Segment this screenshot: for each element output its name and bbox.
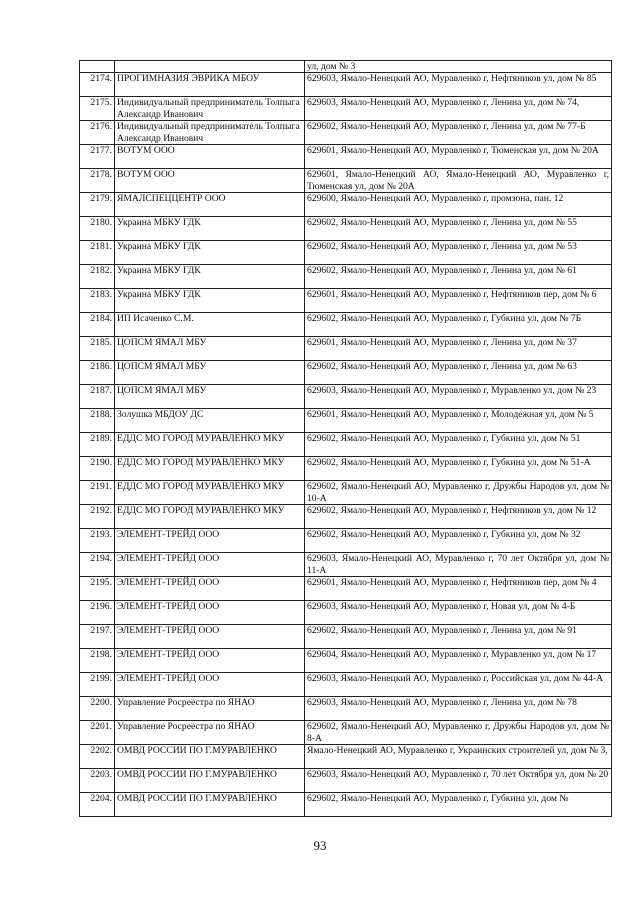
row-number-cell: 2183. — [80, 289, 115, 313]
organization-name-cell: ЕДДС МО ГОРОД МУРАВЛЕНКО МКУ — [115, 457, 305, 481]
organization-name-cell: Индивидуальный предприниматель Толпыга Александр Иванович — [115, 121, 305, 145]
address-cell: 629601, Ямало-Ненецкий АО, Муравленко г, Тюменская ул, дом № 20А — [305, 145, 612, 169]
organization-name-cell: ЭЛЕМЕНТ-ТРЕЙД ООО — [115, 673, 305, 697]
table-row — [80, 697, 612, 721]
address-cell: 629602, Ямало-Ненецкий АО, Муравленко г, Ленина ул, дом № 61 — [305, 265, 612, 289]
organization-name-cell: Управление Росреестра по ЯНАО — [115, 697, 305, 721]
organization-name-cell: ЦОПСМ ЯМАЛ МБУ — [115, 337, 305, 361]
address-cell: 629604, Ямало-Ненецкий АО, Муравленко г, Муравленко ул, дом № 17 — [305, 649, 612, 673]
address-cell: 629602, Ямало-Ненецкий АО, Муравленко г, Нефтяников ул, дом № 12 — [305, 505, 612, 529]
address-cell: Ямало-Ненецкий АО, Муравленко г, Украинских строителей ул, дом № 3, — [305, 745, 612, 769]
row-number-cell: 2200. — [80, 697, 115, 721]
table-row — [80, 385, 612, 409]
address-cell: 629603, Ямало-Ненецкий АО, Муравленко г, Нефтяников ул, дом № 85 — [305, 73, 612, 97]
row-number-cell: 2196. — [80, 601, 115, 625]
table-row — [80, 145, 612, 169]
address-cell: 629602, Ямало-Ненецкий АО, Муравленко г, Ленина ул, дом № 53 — [305, 241, 612, 265]
address-cell: 629602, Ямало-Ненецкий АО, Муравленко г, Ленина ул, дом № 77-Б — [305, 121, 612, 145]
table-row — [80, 337, 612, 361]
address-cell: 629602, Ямало-Ненецкий АО, Муравленко г, Ленина ул, дом № 55 — [305, 217, 612, 241]
table-row — [80, 97, 612, 121]
address-cell: 629603, Ямало-Ненецкий АО, Муравленко г, Ленина ул, дом № 74, — [305, 97, 612, 121]
address-cell: 629600, Ямало-Ненецкий АО, Муравленко г, промзона, пан. 12 — [305, 193, 612, 217]
address-cell: 629602, Ямало-Ненецкий АО, Муравленко г, Губкина ул, дом № 51 — [305, 433, 612, 457]
row-number-cell: 2204. — [80, 793, 115, 817]
address-cell: 629602, Ямало-Ненецкий АО, Муравленко г, Ленина ул, дом № 91 — [305, 625, 612, 649]
row-number-cell: 2199. — [80, 673, 115, 697]
table-row — [80, 745, 612, 769]
organization-name-cell — [115, 61, 305, 73]
organization-name-cell: ОМВД РОССИИ ПО Г.МУРАВЛЕНКО — [115, 745, 305, 769]
table-row — [80, 433, 612, 457]
row-number-cell: 2176. — [80, 121, 115, 145]
table-row — [80, 193, 612, 217]
row-number-cell: 2195. — [80, 577, 115, 601]
table-row — [80, 649, 612, 673]
organization-name-cell: ЭЛЕМЕНТ-ТРЕЙД ООО — [115, 553, 305, 577]
table-row — [80, 457, 612, 481]
table-row — [80, 721, 612, 745]
row-number-cell: 2189. — [80, 433, 115, 457]
table-row — [80, 361, 612, 385]
row-number-cell: 2185. — [80, 337, 115, 361]
address-cell: 629602, Ямало-Ненецкий АО, Муравленко г, Дружбы Народов ул, дом № 10-А — [305, 481, 612, 505]
address-cell: 629603, Ямало-Ненецкий АО, Муравленко г, Новая ул, дом № 4-Б — [305, 601, 612, 625]
row-number-cell: 2198. — [80, 649, 115, 673]
organization-name-cell: ПРОГИМНАЗИЯ ЭВРИКА МБОУ — [115, 73, 305, 97]
address-cell: 629602, Ямало-Ненецкий АО, Муравленко г, Губкина ул, дом № 7Б — [305, 313, 612, 337]
table-row — [80, 121, 612, 145]
organization-name-cell: ЯМАЛСПЕЦЦЕНТР ООО — [115, 193, 305, 217]
row-number-cell: 2187. — [80, 385, 115, 409]
organization-name-cell: Управление Росреестра по ЯНАО — [115, 721, 305, 745]
row-number-cell: 2193. — [80, 529, 115, 553]
row-number-cell: 2188. — [80, 409, 115, 433]
table-row — [80, 481, 612, 505]
row-number-cell: 2186. — [80, 361, 115, 385]
table-row — [80, 265, 612, 289]
row-number-cell: 2181. — [80, 241, 115, 265]
row-number-cell — [80, 61, 115, 73]
organization-name-cell: ЭЛЕМЕНТ-ТРЕЙД ООО — [115, 577, 305, 601]
address-cell: 629603, Ямало-Ненецкий АО, Муравленко г, Муравленко ул, дом № 23 — [305, 385, 612, 409]
row-number-cell: 2202. — [80, 745, 115, 769]
row-number-cell: 2177. — [80, 145, 115, 169]
address-cell: 629602, Ямало-Ненецкий АО, Муравленко г, Дружбы Народов ул, дом № 8-А — [305, 721, 612, 745]
address-cell: 629601, Ямало-Ненецкий АО, Муравленко г, Нефтяников пер, дом № 6 — [305, 289, 612, 313]
organization-name-cell: ОМВД РОССИИ ПО Г.МУРАВЛЕНКО — [115, 793, 305, 817]
row-number-cell: 2192. — [80, 505, 115, 529]
row-number-cell: 2174. — [80, 73, 115, 97]
row-number-cell: 2180. — [80, 217, 115, 241]
table-row — [80, 625, 612, 649]
table-row — [80, 241, 612, 265]
organization-name-cell: ЭЛЕМЕНТ-ТРЕЙД ООО — [115, 625, 305, 649]
table-row — [80, 577, 612, 601]
address-cell: 629603, Ямало-Ненецкий АО, Муравленко г, Ленина ул, дом № 78 — [305, 697, 612, 721]
table-row — [80, 61, 612, 73]
address-cell: 629602, Ямало-Ненецкий АО, Муравленко г, Ленина ул, дом № 63 — [305, 361, 612, 385]
table-row — [80, 313, 612, 337]
table-row — [80, 217, 612, 241]
table-row — [80, 793, 612, 817]
table-row — [80, 289, 612, 313]
organization-name-cell: ОМВД РОССИИ ПО Г.МУРАВЛЕНКО — [115, 769, 305, 793]
organization-name-cell: ЕДДС МО ГОРОД МУРАВЛЕНКО МКУ — [115, 481, 305, 505]
organization-name-cell: ЭЛЕМЕНТ-ТРЕЙД ООО — [115, 649, 305, 673]
address-cell: 629601, Ямало-Ненецкий АО, Муравленко г, Нефтяников пер, дом № 4 — [305, 577, 612, 601]
table-row — [80, 673, 612, 697]
row-number-cell: 2190. — [80, 457, 115, 481]
address-cell: 629603, Ямало-Ненецкий АО, Муравленко г, 70 лет Октября ул, дом № 11-А — [305, 553, 612, 577]
organization-name-cell: ВОТУМ ООО — [115, 169, 305, 193]
table-row — [80, 769, 612, 793]
organization-name-cell: Золушка МБДОУ ДС — [115, 409, 305, 433]
table-row — [80, 169, 612, 193]
row-number-cell: 2175. — [80, 97, 115, 121]
organization-name-cell: ЕДДС МО ГОРОД МУРАВЛЕНКО МКУ — [115, 505, 305, 529]
organization-name-cell: Украина МБКУ ГДК — [115, 265, 305, 289]
page-number: 93 — [313, 838, 327, 853]
organization-name-cell: ИП Исаченко С.М. — [115, 313, 305, 337]
organization-name-cell: ЭЛЕМЕНТ-ТРЕЙД ООО — [115, 601, 305, 625]
table-row — [80, 409, 612, 433]
address-cell: 629601, Ямало-Ненецкий АО, Муравленко г, Ленина ул, дом № 37 — [305, 337, 612, 361]
table-row — [80, 529, 612, 553]
address-cell: 629603, Ямало-Ненецкий АО, Муравленко г, 70 лет Октября ул, дом № 20 — [305, 769, 612, 793]
address-cell: 629603, Ямало-Ненецкий АО, Муравленко г, Российская ул, дом № 44-А — [305, 673, 612, 697]
table-row — [80, 553, 612, 577]
registry-table-body — [80, 61, 612, 817]
table-row — [80, 505, 612, 529]
address-cell: 629601, Ямало-Ненецкий АО, Муравленко г, Молодежная ул, дом № 5 — [305, 409, 612, 433]
address-cell: 629602, Ямало-Ненецкий АО, Муравленко г, Губкина ул, дом № — [305, 793, 612, 817]
row-number-cell: 2179. — [80, 193, 115, 217]
organization-name-cell: Индивидуальный предприниматель Толпыга Александр Иванович — [115, 97, 305, 121]
organization-name-cell: Украина МБКУ ГДК — [115, 289, 305, 313]
organization-name-cell: Украина МБКУ ГДК — [115, 217, 305, 241]
row-number-cell: 2184. — [80, 313, 115, 337]
organization-name-cell: ЭЛЕМЕНТ-ТРЕЙД ООО — [115, 529, 305, 553]
address-cell: 629601, Ямало-Ненецкий АО, Ямало-Ненецкий АО, Муравленко г, Тюменская ул, дом № 20А — [305, 169, 612, 193]
organization-name-cell: ЦОПСМ ЯМАЛ МБУ — [115, 361, 305, 385]
organization-name-cell: ЦОПСМ ЯМАЛ МБУ — [115, 385, 305, 409]
table-row — [80, 601, 612, 625]
row-number-cell: 2197. — [80, 625, 115, 649]
address-cell: 629602, Ямало-Ненецкий АО, Муравленко г, Губкина ул, дом № 32 — [305, 529, 612, 553]
row-number-cell: 2203. — [80, 769, 115, 793]
row-number-cell: 2182. — [80, 265, 115, 289]
row-number-cell: 2178. — [80, 169, 115, 193]
table-row — [80, 73, 612, 97]
row-number-cell: 2201. — [80, 721, 115, 745]
row-number-cell: 2194. — [80, 553, 115, 577]
organization-name-cell: Украина МБКУ ГДК — [115, 241, 305, 265]
organization-name-cell: ВОТУМ ООО — [115, 145, 305, 169]
organization-name-cell: ЕДДС МО ГОРОД МУРАВЛЕНКО МКУ — [115, 433, 305, 457]
row-number-cell: 2191. — [80, 481, 115, 505]
address-cell: ул, дом № 3 — [305, 61, 612, 73]
address-cell: 629602, Ямало-Ненецкий АО, Муравленко г, Губкина ул, дом № 51-А — [305, 457, 612, 481]
registry-table — [79, 60, 612, 817]
